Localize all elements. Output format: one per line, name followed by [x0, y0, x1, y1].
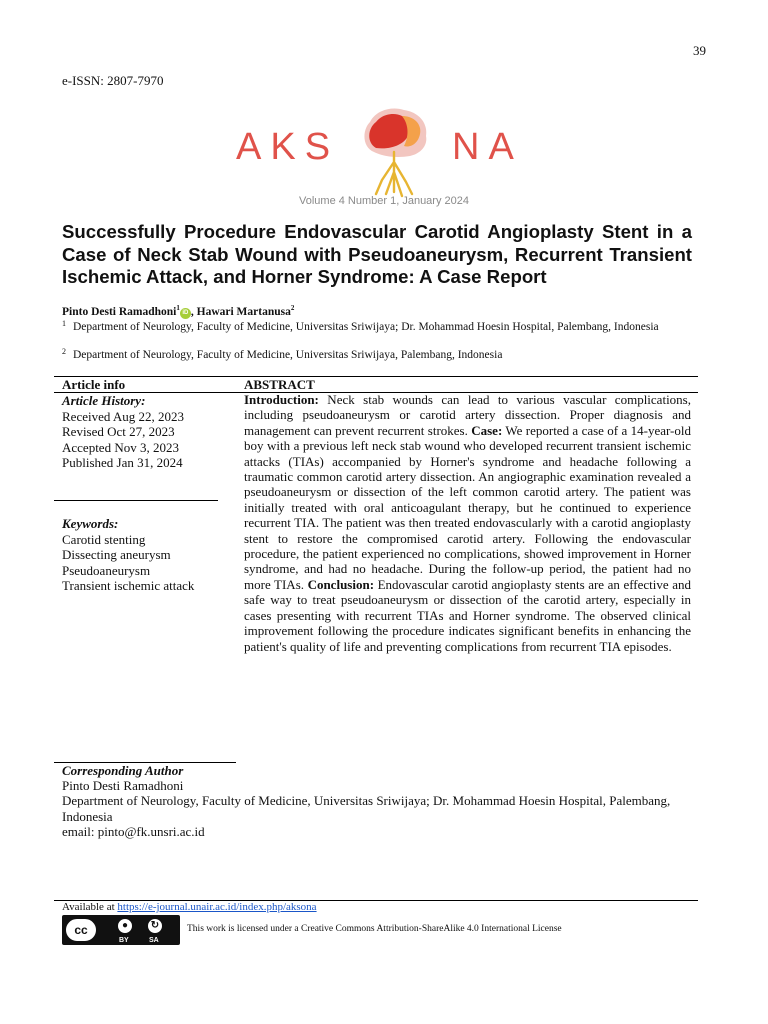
corresponding-author	[62, 778, 702, 840]
author-name: Pinto Desti Ramadhoni	[62, 305, 177, 318]
author-line: Pinto Desti Ramadhoni$^1$iD , Hawari Martanusa$^2$	[62, 304, 295, 318]
article-info-heading: Article info	[62, 377, 126, 392]
logo-text-right: NA	[452, 126, 523, 168]
affiliation-number: 1	[62, 319, 66, 328]
journal-logo	[160, 102, 600, 206]
share-alike-icon: ↻	[146, 917, 164, 935]
history-item: Revised Oct 27, 2023	[62, 424, 175, 440]
keyword: Transient ischemic attack	[62, 578, 195, 594]
logo-text-left: AKS	[236, 126, 340, 168]
abstract-body	[244, 392, 691, 654]
cc-icon: cc	[64, 917, 98, 943]
cc-by-sa-badge[interactable]	[62, 915, 180, 945]
issn: e-ISSN: 2807-7970	[62, 73, 164, 88]
author-affiliation-mark: 1	[176, 304, 180, 312]
corresponding-affiliation: Department of Neurology, Faculty of Medicine, Universitas Sriwijaya; Dr. Mohammad Hoesin Hospital, Palembang, Indonesia	[62, 793, 671, 824]
affiliation-text: Department of Neurology, Faculty of Medicine, Universitas Sriwijaya; Dr. Mohammad Hoesin Hospital, Palembang, Indonesia	[73, 321, 659, 333]
history-item: Published Jan 31, 2024	[62, 455, 183, 471]
cc-sa-label: SA	[149, 937, 159, 944]
volume-info: Volume 4 Number 1, January 2024	[299, 195, 469, 207]
divider	[54, 376, 698, 377]
brain-tree-icon	[352, 102, 442, 202]
divider	[54, 500, 218, 501]
affiliation-1	[62, 320, 702, 334]
keywords-label: Keywords:	[62, 516, 119, 531]
availability	[62, 901, 317, 913]
affiliation-2	[62, 348, 702, 362]
case-label: Case:	[471, 422, 503, 438]
keyword: Pseudoaneurysm	[62, 562, 151, 578]
case-text: We reported a case of a 14-year-old boy with a previous left neck stab wound who developed recurrent transient ischemic attacks (TIAs) accompanied by Horner's syndrome and headache following a traumatic common carotid artery dissection. An angiographic examination revealed a pseudoaneurysm or dissection of the left common carotid artery. The patient was initially treated with oral anticoagulant therapy, but he continued to experience recurrent TIA. The patient was then treated endovascularly with a carotid angioplasty stent to restore the compromised carotid artery. Following the endovascular procedure, the patient experienced no complications, showed improvement in Horner syndrome, and had no headache. During the follow-up period, the patient had no more TIAs.	[244, 422, 691, 592]
article-title: Successfully Procedure Endovascular Carotid Angioplasty Stent in a Case of Neck Stab Wound with Pseudoaneurysm, Recurrent Transient Ischemic Attack, and Horner Syndrome: A Case Report	[62, 221, 692, 287]
affiliation-text: Department of Neurology, Faculty of Medicine, Universitas Sriwijaya, Palembang, Indonesia	[73, 349, 503, 361]
available-prefix: Available at	[62, 901, 118, 913]
corresponding-author-label: Corresponding Author	[62, 763, 184, 778]
keyword: Carotid stenting	[62, 532, 146, 547]
intro-text: Neck stab wounds can lead to various vascular complications, including pseudoaneurysm or carotid artery dissection. Proper diagnosis and management can prevent recurrent strokes.	[244, 392, 691, 438]
license-text: This work is licensed under a Creative Commons Attribution-ShareAlike 4.0 International License	[187, 924, 562, 934]
cc-by-label: BY	[119, 937, 129, 944]
affiliation-number: 2	[62, 347, 66, 356]
journal-link[interactable]: https://e-journal.unair.ac.id/index.php/aksona	[117, 901, 317, 913]
intro-label: Introduction:	[244, 392, 319, 407]
history-item: Accepted Nov 3, 2023	[62, 439, 179, 455]
conclusion-label: Conclusion:	[307, 576, 375, 592]
conclusion-text: Endovascular carotid angioplasty stents are an effective and safe way to treat pseudoaneurysm or dissection of the carotid artery, especially in cases presenting with recurrent TIAs and Horner syndrome. The observed clinical improvement following the procedure indicates significant benefits in enhancing the patient's quality of life and preventing complications from recurrent TIA episodes.	[244, 576, 691, 654]
page-number: 39	[693, 43, 706, 58]
keywords-list	[62, 532, 194, 594]
abstract-heading: ABSTRACT	[244, 377, 315, 392]
keyword: Dissecting aneurysm	[62, 547, 171, 563]
author-name: Hawari Martanusa	[196, 305, 291, 318]
article-history	[62, 409, 184, 471]
corresponding-email[interactable]: email: pinto@fk.unsri.ac.id	[62, 824, 205, 840]
attribution-icon: ●	[116, 917, 134, 935]
author-affiliation-mark: 2	[290, 304, 295, 312]
article-history-label: Article History:	[62, 393, 146, 408]
history-item: Received Aug 22, 2023	[62, 409, 185, 424]
corresponding-name: Pinto Desti Ramadhoni	[62, 778, 184, 793]
orcid-icon[interactable]: iD	[180, 308, 191, 319]
